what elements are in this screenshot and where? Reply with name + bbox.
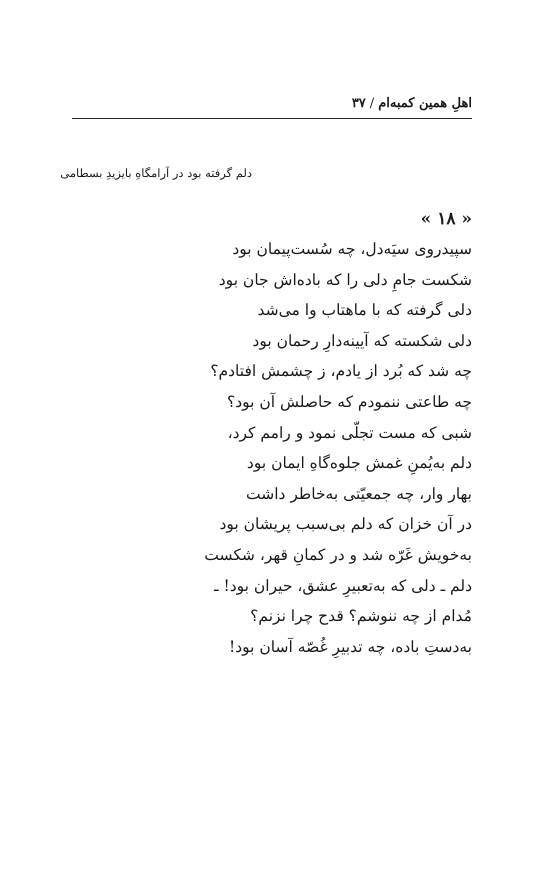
poem-line: بهار وار، چه جمعیّتی به‌خاطر داشت xyxy=(246,484,472,503)
poem-line: به‌دستِ باده، چه تدبیرِ غُصّه آسان بود! xyxy=(229,637,472,656)
poem-number: « ۱۸ » xyxy=(420,209,472,229)
poem-line: شکست جامِ دلی را که باده‌اش جان بود xyxy=(218,270,472,289)
page-number: ۳۷ xyxy=(351,96,366,111)
poem-body xyxy=(150,234,472,662)
header-separator: / xyxy=(369,96,375,111)
poem-line: مُدام از چه ننوشم؟ قدح چرا نزنم؟ xyxy=(250,607,472,626)
running-head xyxy=(72,92,472,116)
poem-line: دلم به‌یُمنِ غمش جلوه‌گاهِ ایمان بود xyxy=(246,454,472,473)
poem-line: چه شد که بُرد از یادم، ز چشمش افتادم؟ xyxy=(210,362,472,381)
book-title: اهلِ همین کمبه‌ام xyxy=(378,96,472,111)
poem-line: در آن خزان که دلم بی‌سبب پریشان بود xyxy=(219,515,472,534)
poem-line: دلی گرفته که با ماهتاب وا می‌شد xyxy=(257,301,472,320)
poem-line: دلی شکسته که آیینه‌دارِ رحمان بود xyxy=(252,331,472,350)
poem-line: سپیدروی سیَه‌دل، چه سُست‌پیمان بود xyxy=(232,240,472,258)
epigraph: دلم گرفته بود در آرامگاهِ بایزیدِ بسطامی xyxy=(60,166,252,180)
poem-line: به‌خویش غَرّه شد و در کمانِ قهر، شکست xyxy=(204,545,472,564)
header-rule xyxy=(72,118,472,119)
poem-line: دلم ـ دلی که به‌تعبیرِ عشق، حیران بود! ـ xyxy=(214,576,472,595)
poem-line: شبی که مست تجلّی نمود و رامم کرد، xyxy=(227,423,472,442)
poem-line: چه طاعتی ننمودم که حاصلش آن بود؟ xyxy=(226,392,472,411)
